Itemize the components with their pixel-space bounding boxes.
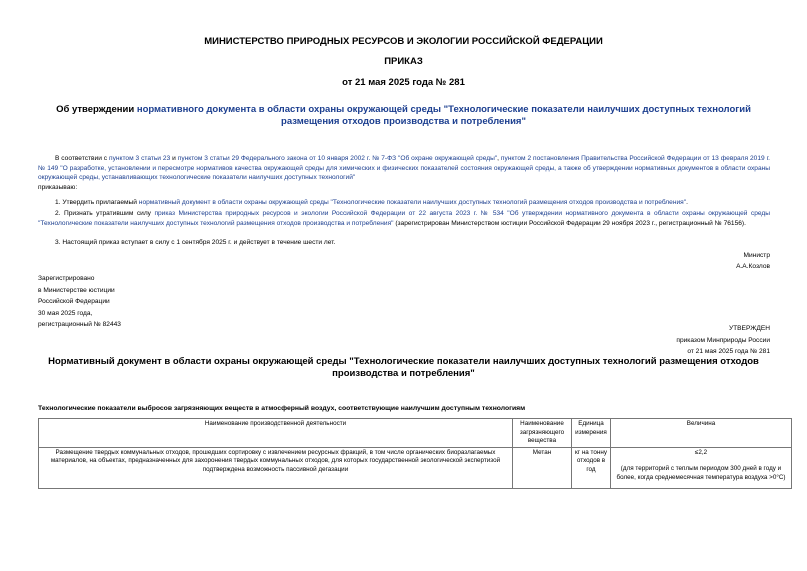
item-2-link[interactable]: приказ Министерства природных ресурсов и экологии Российской Федерации от 22 августа 2023 г. № 534 "Об утверждении нормативного документа в области охраны окружающей среды "Технологические показатели наилучших доступных технологий размещения отходов производства и потребления" <box>38 210 770 227</box>
preamble-link-3[interactable]: пунктом 2 постановления Правительства Российской Федерации от 13 февраля 2019 г. № 149 "О разработке, установлении и пересмотре нормативов качества окружающей среды для химических и физических показателей состояния окружающей среды, а также об утверждении нормативных документов в области охраны окружающей среды, устанавливающих технологические показатели наилучших доступных технологий" <box>38 155 771 182</box>
cell-activity: Размещение твердых коммунальных отходов, прошедших сортировку с извлечением ресурсных фракций, в том числе органических биоразлагаемых материалов, на объектах, предназначенных для захоронения твердых коммунальных отходов, для которых государственной экологической экспертизой подтверждена возможность пассивной дегазации <box>39 447 513 488</box>
preamble-text-1: В соответствии с <box>55 155 109 162</box>
doc-type: ПРИКАЗ <box>384 56 423 67</box>
ministry-name: МИНИСТЕРСТВО ПРИРОДНЫХ РЕСУРСОВ И ЭКОЛОГИИ РОССИЙСКОЙ ФЕДЕРАЦИИ <box>204 36 603 47</box>
section-title: Технологические показатели выбросов загрязняющих веществ в атмосферный воздух, соответствующие наилучшим доступным технологиям <box>38 405 526 412</box>
table-row <box>39 447 792 488</box>
registration-line: 30 мая 2025 года, <box>38 309 93 317</box>
cell-value <box>611 447 792 488</box>
item-1-end: . <box>686 199 688 206</box>
item-3: 3. Настоящий приказ вступает в силу с 1 сентября 2025 г. и действует в течение шести лет. <box>55 239 336 246</box>
order-word: приказываю: <box>38 184 78 191</box>
signature-name: А.А.Козлов <box>736 263 770 270</box>
header-value: Величина <box>611 419 792 448</box>
registration-line: Зарегистрировано <box>38 275 95 282</box>
registration-line: Российской Федерации <box>38 298 110 305</box>
approval-block <box>676 323 770 358</box>
header-activity: Наименование производственной деятельности <box>39 419 513 448</box>
item-1-link[interactable]: нормативный документ в области охраны окружающей среды "Технологические показатели наилучших доступных технологий размещения отходов производства и потребления" <box>138 199 687 206</box>
value-number: ≤2,2 <box>694 448 708 456</box>
item-1-text: 1. Утвердить прилагаемый <box>55 199 139 206</box>
doc-title <box>40 104 767 128</box>
approval-line: приказом Минприроды России <box>676 336 770 344</box>
header-pollutant: Наименование загрязняющего вещества <box>513 419 572 448</box>
cell-pollutant: Метан <box>513 447 572 488</box>
normative-title: Нормативный документ в области охраны окружающей среды "Технологические показатели наилучших доступных технологий размещения отходов производства и потребления" <box>48 356 759 379</box>
approval-line: УТВЕРЖДЕН <box>728 325 770 332</box>
registration-block <box>38 273 121 331</box>
approval-line: от 21 мая 2025 года № 281 <box>687 348 770 355</box>
preamble <box>38 154 770 183</box>
value-note: (для территорий с теплым периодом 300 дней в году и более, когда среднемесячная температура воздуха >0°C) <box>616 465 786 481</box>
preamble-text-2: и <box>170 155 178 162</box>
header-unit: Единица измерения <box>572 419 611 448</box>
signature-position: Министр <box>743 252 770 259</box>
item-2-end: (зарегистрирован Министерством юстиции Российской Федерации 29 ноября 2023 г., регистрационный № 76156). <box>393 219 746 227</box>
item-1 <box>38 198 770 208</box>
preamble-link-1[interactable]: пунктом 3 статьи 23 <box>109 155 171 162</box>
indicators-table <box>38 418 792 489</box>
doc-date-number: от 21 мая 2025 года № 281 <box>342 77 465 88</box>
preamble-text-3: , <box>497 155 501 162</box>
table-header-row <box>39 419 792 448</box>
registration-line: регистрационный № 82443 <box>38 321 121 328</box>
item-2 <box>38 209 770 228</box>
item-2-text: 2. Признать утратившим силу <box>55 210 155 217</box>
cell-unit: кг на тонну отходов в год <box>572 447 611 488</box>
registration-line: в Министерстве юстиции <box>38 286 115 294</box>
preamble-link-2[interactable]: пунктом 3 статьи 29 Федерального закона от 10 января 2002 г. № 7-ФЗ "Об охране окружающей среды" <box>177 155 498 162</box>
doc-title-link[interactable]: нормативного документа в области охраны окружающей среды "Технологические показатели наилучших доступных технологий размещения отходов производства и потребления" <box>136 104 751 127</box>
doc-title-prefix: Об утверждении <box>56 104 137 115</box>
